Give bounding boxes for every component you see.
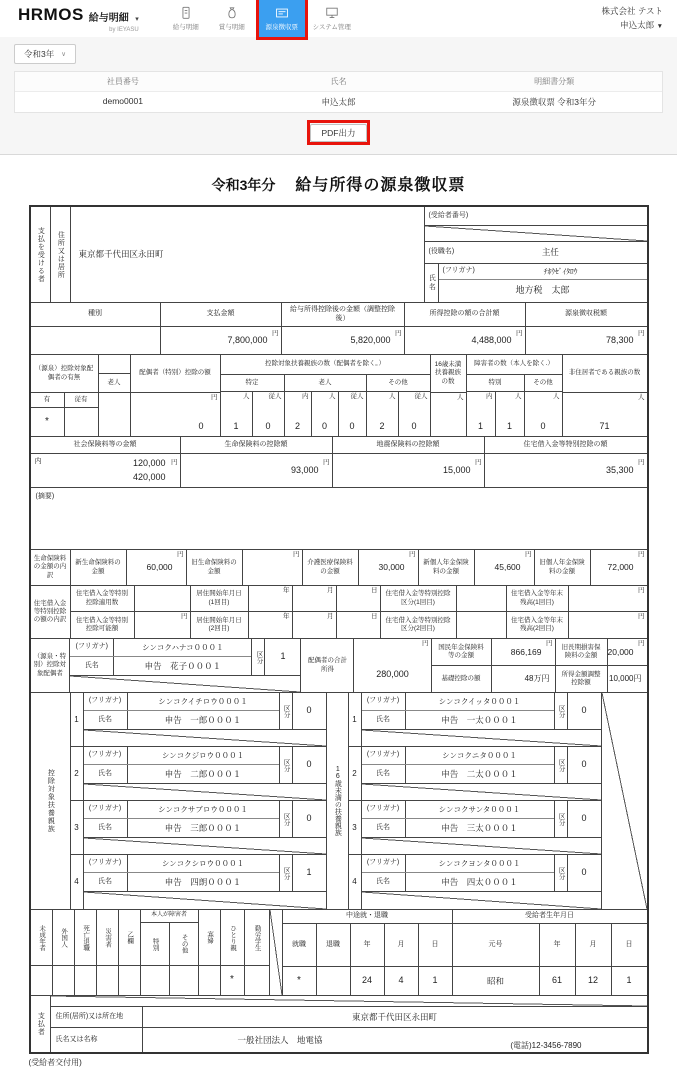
life-detail-label: 生命保険料の金額の内訳	[31, 550, 71, 585]
dependent-kubun: 0	[292, 693, 326, 729]
kubun-label: 区分	[279, 693, 292, 729]
row-number: 1	[71, 693, 84, 746]
total-deduction-header: 所得控除の額の合計額	[405, 303, 526, 326]
role-value: 主任	[541, 247, 559, 258]
footer-note: (受給者交付用)	[28, 1058, 82, 1067]
taishoku-value	[317, 967, 351, 995]
flag-death-label: 死亡退職	[75, 910, 97, 965]
cell-employee-no: demo0001	[102, 96, 143, 106]
dependent-name: 申告 一郎０００１	[164, 714, 242, 725]
rojin-presence-value	[99, 393, 130, 436]
self-disabled-header: 本人が障害者	[141, 910, 198, 923]
diagonal-strike	[362, 891, 601, 909]
dependent-name: 申告 四朗０００１	[164, 876, 242, 887]
u16-header: 16歳未満扶養親族の数	[431, 355, 466, 393]
payment-header: 支払金額	[161, 303, 282, 326]
birth-year-value: 61	[540, 967, 576, 995]
self-disabled-other-value	[170, 966, 199, 995]
name-label: 氏名	[84, 765, 128, 783]
shushoku-label: 就職	[283, 924, 317, 966]
kana-label: (フリガナ)	[442, 267, 475, 275]
chosei-label: 所得金額調整控除額	[556, 666, 608, 692]
kubun-label: 区分	[554, 747, 567, 783]
type-value	[31, 327, 161, 354]
kana-label: (フリガナ)	[362, 747, 406, 764]
kana-label: (フリガナ)	[362, 801, 406, 818]
diagonal-strike	[84, 891, 326, 909]
tokutei-nin: 人 1	[221, 392, 253, 436]
diagonal-strike	[84, 729, 326, 746]
kiso-label: 基礎控除の額	[432, 666, 492, 692]
withholding-header: 源泉徴収税額	[565, 310, 607, 318]
name-label: 氏名	[84, 711, 128, 729]
annotation-box-pdf	[307, 120, 369, 145]
remarks-label: (摘要)	[35, 493, 55, 500]
pdf-export-button[interactable]: PDF出力	[310, 124, 366, 142]
dependent-name: 申告 三郎０００１	[164, 822, 242, 833]
row-number: 3	[349, 801, 362, 854]
payslip-icon	[179, 6, 193, 20]
payment-value: 7,800,000 円	[161, 327, 282, 354]
diagonal-strike-large	[601, 693, 647, 909]
monitor-icon	[325, 6, 339, 20]
spouse-presence-header: （源泉）控除対象配偶者の有無	[31, 355, 99, 392]
user-menu[interactable]	[601, 5, 663, 32]
after-deduction-header: 給与所得控除後の金額（調整控除後）	[282, 303, 405, 326]
dependent-kubun: 0	[292, 801, 326, 837]
dependent-kubun: 0	[567, 801, 601, 837]
dependents-section	[31, 693, 647, 910]
dependent-kubun: 0	[567, 747, 601, 783]
dependent-name: 申告 三太０００１	[441, 822, 518, 833]
new-life-value: 60,000 円	[127, 550, 187, 585]
flag-widow-value	[199, 966, 221, 995]
old-pension-label: 旧個人年金保険料の金額	[535, 550, 591, 585]
nav-item-payslip[interactable]	[163, 0, 209, 37]
tokutei-label: 特定	[221, 375, 285, 391]
name-label: 氏名	[84, 873, 128, 891]
housing-r1-l1: 住宅借入金等特別控除適用数	[71, 586, 135, 611]
main-nav	[163, 0, 355, 37]
nav-label: 賞与明細	[218, 24, 245, 31]
housing-r1-l4: 住宅借入金等年末残高(1回目)	[507, 586, 569, 611]
birth-day-value: 1	[626, 975, 632, 986]
new-pension-label: 新個人年金保険料の金額	[419, 550, 475, 585]
amounts-section	[31, 303, 647, 355]
kana-label: (フリガナ)	[84, 855, 128, 872]
kana-label: (フリガナ)	[84, 747, 128, 764]
kubun-label: 区分	[251, 639, 264, 675]
dependent-kana: シンコクサンタ０００１	[438, 804, 521, 814]
gengo-label: 元号	[453, 924, 540, 966]
mid-month-value: 4	[385, 967, 419, 995]
type-header: 種別	[31, 303, 161, 326]
logo-text: HRMOS	[18, 4, 84, 24]
nonresident-header: 非住居者である親族の数	[563, 355, 647, 393]
taishoku-label: 退職	[317, 924, 351, 966]
app-logo[interactable]	[18, 5, 139, 33]
dependent-kana: シンコクシロウ０００１	[161, 858, 245, 868]
mid-month-label: 月	[385, 924, 419, 966]
logo-product: 給与明細	[88, 12, 129, 24]
spouse-kana: シンコクハナコ０００１	[142, 642, 224, 652]
payer-name-cell	[143, 1028, 647, 1052]
dependents-count-header: 控除対象扶養親族の数（配偶者を除く。）	[221, 355, 430, 375]
dependent-kubun: 0	[292, 747, 326, 783]
new-pension-value: 45,600 円	[475, 550, 535, 585]
recipient-number-label: (受給者番号)	[425, 207, 647, 226]
flag-student-label: 勤労学生	[253, 924, 261, 951]
name-label: 氏名	[70, 657, 114, 675]
birthdate-header: 受給者生年月日	[453, 910, 647, 924]
flag-foreigner-label: 外国人	[53, 910, 75, 965]
kana-label: (フリガナ)	[362, 855, 406, 872]
sonota2-label: その他	[533, 378, 553, 386]
old-life-label: 旧生命保険料の金額	[187, 550, 243, 585]
care-medical-label: 介護医療保険料の金額	[303, 550, 359, 585]
old-pension-value: 72,000 円	[607, 551, 645, 573]
housing-r2-l4: 住宅借入金等年末残高(2回目)	[507, 612, 569, 638]
ari-value: *	[45, 415, 49, 427]
spouse-deduction-value: 円 0	[198, 394, 218, 431]
kubun-label: 区分	[554, 801, 567, 837]
tokubetsu-label: 特別	[467, 375, 525, 391]
housing-r1-v1	[135, 586, 191, 611]
birth-day-label: 日	[625, 940, 633, 948]
payee-address-label: 住所又は居所	[51, 207, 71, 302]
document-title	[0, 172, 677, 195]
flags-section	[31, 910, 647, 996]
payee-section	[31, 207, 647, 303]
row-number: 4	[349, 855, 362, 909]
name-label: 氏名	[425, 264, 439, 302]
rojin-nin: 人 0	[312, 392, 339, 436]
row-number: 4	[71, 855, 84, 909]
housing-r2-v3	[457, 612, 507, 638]
table-row[interactable]	[15, 92, 662, 112]
quake-insurance-value: 15,000 円	[333, 454, 485, 487]
dependent-name: 申告 四太０００１	[441, 876, 518, 887]
name-label: 氏名	[362, 819, 406, 837]
row-number: 1	[349, 693, 362, 746]
year-select-value: 令和3年	[24, 49, 55, 59]
spouse-section	[31, 639, 647, 693]
dependent-name: 申告 二郎０００１	[164, 768, 242, 779]
name-label: 氏名	[84, 819, 128, 837]
withholding-slip-icon	[275, 6, 289, 20]
mid-year-value: 24	[351, 967, 385, 995]
housing-r1-v3	[457, 586, 507, 611]
row-number: 3	[71, 801, 84, 854]
housing-deduction-header: 住宅借入金等特別控除の額	[523, 440, 608, 448]
dependent-kana: シンコクヨンタ０００１	[438, 858, 521, 868]
housing-r1-l2: 居住開始年月日(1回目)	[191, 586, 249, 611]
flag-single-parent-value: *	[221, 966, 245, 995]
rojin-label: 老人	[285, 375, 367, 391]
housing-r1-day: 日	[337, 586, 381, 611]
withholding-slip-form	[29, 205, 649, 1054]
counts-section	[31, 355, 647, 437]
dependent-kana: シンコクイチロウ０００１	[158, 696, 248, 706]
flag-minor-label: 未成年者	[31, 910, 53, 965]
housing-r1-v4: 円	[638, 587, 645, 594]
flag-disaster-value	[97, 966, 119, 995]
care-medical-value: 30,000 円	[359, 550, 419, 585]
chevron-down-icon: ▼	[656, 22, 663, 30]
payee-name: 地方税 太郎	[515, 285, 570, 296]
tokutei-junin: 従人 0	[253, 392, 285, 436]
kubun-label: 区分	[279, 747, 292, 783]
sonota-label: その他	[388, 378, 408, 386]
spouse-income-label: 配偶者の合計所得	[301, 639, 354, 692]
spouse-name: 申告 花子０００１	[144, 660, 222, 671]
app-header	[0, 0, 677, 37]
dependent-kana: シンコクジロウ０００１	[161, 750, 245, 760]
flag-student-value	[245, 966, 269, 995]
nav-label: 源泉徴収票	[265, 24, 298, 31]
flag-widow-label: 寡婦	[199, 910, 221, 965]
nav-label: 給与明細	[172, 24, 199, 31]
spouse-income-value: 円 280,000	[376, 640, 429, 679]
mid-day-label: 日	[431, 940, 439, 948]
col-header-category: 明細書分類	[534, 77, 575, 86]
nav-item-bonus[interactable]	[209, 0, 255, 37]
payer-section	[31, 996, 647, 1052]
housing-r2-l1: 住宅借入金等特別控除可能額	[71, 612, 135, 638]
dependent-kubun: 1	[292, 855, 326, 891]
flag-death-value	[75, 966, 97, 995]
housing-r2-day: 日	[337, 612, 381, 638]
diagonal-strike	[362, 837, 601, 854]
name-label: 氏名	[362, 873, 406, 891]
housing-deduction-value: 35,300 円	[605, 459, 645, 475]
payer-name: 一般社団法人 地電協	[237, 1034, 323, 1045]
flag-single-parent-label: ひとり親	[221, 910, 245, 965]
kubun-label: 区分	[554, 693, 567, 729]
diagonal-strike	[362, 729, 601, 746]
disabled-nin: 人 1	[496, 392, 525, 436]
housing-r2-l3: 住宅借入金等特別控除区分(2回目)	[381, 612, 457, 638]
ari-label: 有	[31, 393, 64, 408]
diagonal-strike	[84, 783, 326, 800]
sonota-nin: 人 2	[367, 392, 399, 436]
withholding-value: 78,300 円	[605, 330, 645, 345]
spouse-deduction-header: 配偶者（特別）控除の額	[131, 355, 220, 393]
choki-value: 20,000 円	[607, 640, 645, 657]
self-disabled-special-value	[141, 966, 170, 995]
flag-disaster-label: 災害者	[97, 910, 119, 965]
juari-value	[65, 408, 98, 436]
disabled-count-header: 障害者の数（本人を除く.）	[467, 355, 562, 375]
title-era: 令和3年分	[211, 177, 276, 193]
annotation-box-withholding-tab	[256, 0, 308, 40]
flag-minor-value	[31, 966, 53, 995]
dependent-kana: シンコクサブロウ０００１	[158, 804, 248, 814]
spouse-section-label: （源泉・特別）控除対象配偶者	[31, 639, 71, 692]
diagonal-strike	[425, 226, 647, 242]
title-main: 給与所得の源泉徴収票	[295, 177, 466, 194]
rojin-col-label: 老人	[107, 378, 121, 386]
housing-r2-year: 年	[249, 612, 293, 638]
table-header-row	[15, 72, 662, 92]
housing-r1-l3: 住宅借入金等特別控除区分(1回目)	[381, 586, 457, 611]
dependent-kubun: 0	[567, 693, 601, 729]
kubun-label: 区分	[554, 855, 567, 891]
nav-item-system[interactable]	[309, 0, 355, 37]
logo-byline: by IEYASU	[109, 26, 139, 33]
flag-otsu-value	[119, 966, 141, 995]
payer-address-label: 住所(居所)又は所在地	[51, 1007, 143, 1027]
employee-table	[14, 71, 663, 113]
rojin-uchi: 内 2	[285, 392, 312, 436]
chosei-value: 10,000円	[609, 674, 642, 683]
birth-month-label: 月	[576, 924, 612, 966]
diagonal-strike	[70, 675, 300, 692]
flag-otsu-label: 乙欄	[119, 910, 141, 965]
dependent-kana: シンコクイッタ０００１	[438, 696, 521, 706]
gengo-value: 昭和	[453, 967, 540, 995]
company-name: 株式会社 テスト	[601, 5, 663, 16]
col-header-name: 氏名	[330, 77, 347, 86]
disabled-uchi: 内 1	[467, 392, 496, 436]
diagonal-strike	[84, 837, 326, 854]
kana-label: (フリガナ)	[362, 693, 406, 710]
mid-day-value: 1	[432, 975, 438, 986]
housing-r1-year: 年	[249, 586, 293, 611]
dependent-name: 申告 一太０００１	[441, 714, 518, 725]
remarks-section	[31, 488, 647, 550]
birth-year-label: 年	[540, 924, 576, 966]
spouse-kubun: 1	[264, 639, 300, 675]
social-insurance-value: 内 円 120,000 420,000	[31, 454, 181, 487]
dependents-left-label: 控除対象扶養親族	[31, 693, 71, 909]
payee-address: 東京都千代田区永田町	[71, 207, 425, 302]
housing-r2-v4: 円	[638, 613, 645, 620]
diagonal-strike	[51, 996, 647, 1007]
birth-month-value: 12	[576, 967, 612, 995]
quake-insurance-header: 地震保険料の控除額	[333, 437, 485, 453]
row-number: 2	[349, 747, 362, 800]
kana-label: (フリガナ)	[84, 693, 128, 710]
row-number: 2	[71, 747, 84, 800]
social-insurance-header: 社会保険料等の金額	[31, 437, 181, 453]
name-label: 氏名	[362, 765, 406, 783]
payer-name-label: 氏名又は名称	[51, 1028, 143, 1052]
u16-value: 人	[457, 394, 464, 401]
insurance-section	[31, 437, 647, 488]
disabled-sonota: 人 0	[540, 393, 560, 431]
new-life-label: 新生命保険料の金額	[71, 550, 127, 585]
dependents-right-label: 16歳未満の扶養親族	[327, 693, 349, 909]
payer-phone: (電話)12-3456-7890	[510, 1041, 582, 1050]
app-subheader	[0, 37, 677, 155]
kubun-label: 区分	[279, 801, 292, 837]
housing-r2-month: 月	[293, 612, 337, 638]
payer-address: 東京都千代田区永田町	[351, 1011, 437, 1022]
role-label: (役職名)	[428, 248, 455, 256]
juari-label: 従有	[65, 393, 98, 408]
chevron-down-icon: ∨	[61, 51, 66, 58]
mid-employment-header: 中途就・退職	[283, 910, 452, 924]
user-name: 申込太郎	[620, 19, 655, 30]
rojin-junin: 従人 0	[339, 392, 367, 436]
flag-foreigner-value	[53, 966, 75, 995]
dependent-kana: シンコクニタ０００１	[442, 750, 517, 760]
housing-detail-label: 住宅借入金等特別控除の額の内訳	[31, 586, 71, 638]
self-disabled-special-label: 特別	[141, 923, 170, 965]
shushoku-value: *	[283, 967, 317, 995]
nav-item-withholding[interactable]	[259, 0, 305, 37]
choki-label: 旧長期損害保険料の金額	[556, 639, 608, 665]
cell-name: 申込太郎	[321, 97, 356, 107]
old-life-value: 円	[243, 550, 303, 585]
life-insurance-value: 93,000 円	[181, 454, 333, 487]
name-label: 氏名	[362, 711, 406, 729]
life-insurance-header: 生命保険料の控除額	[181, 437, 333, 453]
diagonal-strike	[362, 783, 601, 800]
housing-r2-v1: 円	[135, 612, 191, 638]
after-deduction-value: 5,820,000 円	[282, 327, 405, 354]
nonresident-value: 人 71	[599, 394, 645, 431]
chevron-down-icon: ▾	[135, 15, 139, 23]
mid-year-label: 年	[351, 924, 385, 966]
kana-label: (フリガナ)	[84, 801, 128, 818]
life-detail-section	[31, 550, 647, 586]
payee-kana: ﾁﾎｳｾﾞｲﾀﾛｳ	[543, 266, 578, 276]
nav-label: システム管理	[312, 24, 351, 31]
kiso-value: 48万円	[492, 666, 556, 692]
housing-r1-month: 月	[293, 586, 337, 611]
housing-r2-l2: 居住開始年月日(2回目)	[191, 612, 249, 638]
money-bag-icon	[225, 6, 239, 20]
col-header-employee-no: 社員番号	[106, 77, 139, 86]
self-disabled-other-label: その他	[180, 934, 188, 954]
kokumin-label: 国民年金保険料等の金額	[432, 639, 492, 665]
payee-label: 支払を受ける者	[31, 207, 51, 302]
cell-category: 源泉徴収票 令和3年分	[512, 97, 596, 107]
kubun-label: 区分	[279, 855, 292, 891]
diagonal-strike	[269, 910, 283, 995]
dependent-kubun: 0	[567, 855, 601, 891]
dependent-name: 申告 二太０００１	[441, 768, 518, 779]
kokumin-value: 866,169 円	[492, 639, 556, 665]
housing-detail-section	[31, 586, 647, 639]
payer-label: 支払者	[31, 996, 51, 1052]
sonota-junin: 従人 0	[411, 393, 428, 431]
year-select[interactable]	[14, 44, 76, 64]
kana-label: (フリガナ)	[70, 639, 114, 656]
total-deduction-value: 4,488,000 円	[405, 327, 526, 354]
